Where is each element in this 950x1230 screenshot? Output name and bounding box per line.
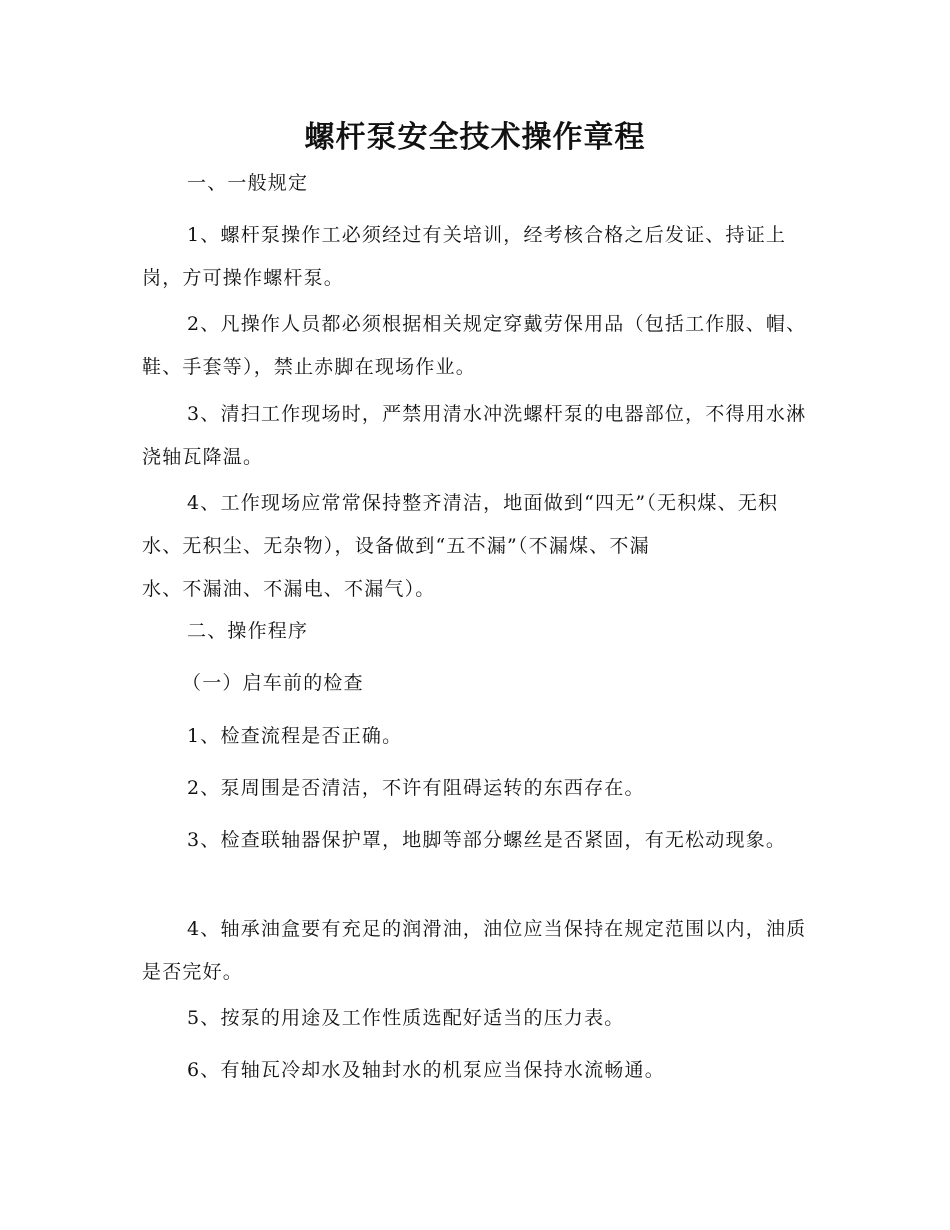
check-item-4: 4、轴承油盒要有充足的润滑油，油位应当保持在规定范围以内，油质是否完好。 xyxy=(142,918,807,983)
paragraph-rule-4-tail: 水、不漏油、不漏电、不漏气）。 xyxy=(142,578,436,600)
check-item-2: 2、泵周围是否清洁，不许有阻碍运转的东西存在。 xyxy=(187,777,645,799)
check-item-1: 1、检查流程是否正确。 xyxy=(187,725,403,747)
document-title: 螺杆泵安全技术操作章程 xyxy=(304,120,646,155)
paragraph-rule-1: 1、螺杆泵操作工必须经过有关培训，经考核合格之后发证、持证上岗，方可操作螺杆泵。 xyxy=(142,224,787,289)
paragraph-rule-2: 2、凡操作人员都必须根据相关规定穿戴劳保用品（包括工作服、帽、鞋、手套等），禁止赤脚在现场作业。 xyxy=(142,313,807,378)
paragraph-rule-3: 3、清扫工作现场时，严禁用清水冲洗螺杆泵的电器部位，不得用水淋浇轴瓦降温。 xyxy=(142,403,807,468)
section-heading-procedure: 二、操作程序 xyxy=(187,620,309,642)
check-item-6: 6、有轴瓦冷却水及轴封水的机泵应当保持水流畅通。 xyxy=(187,1059,665,1081)
section-heading-general: 一、一般规定 xyxy=(187,172,309,194)
check-item-5: 5、按泵的用途及工作性质选配好适当的压力表。 xyxy=(187,1007,625,1029)
subsection-heading-pre-start-check: （一）启车前的检查 xyxy=(182,672,364,694)
check-item-3: 3、检查联轴器保护罩，地脚等部分螺丝是否紧固，有无松动现象。 xyxy=(187,829,787,851)
paragraph-rule-4-main: 4、工作现场应常常保持整齐清洁，地面做到“四无”（无积煤、无积水、无积尘、无杂物），设备做到“五不漏”（不漏煤、不漏 xyxy=(142,492,779,557)
paragraph-rule-4 xyxy=(142,482,810,611)
